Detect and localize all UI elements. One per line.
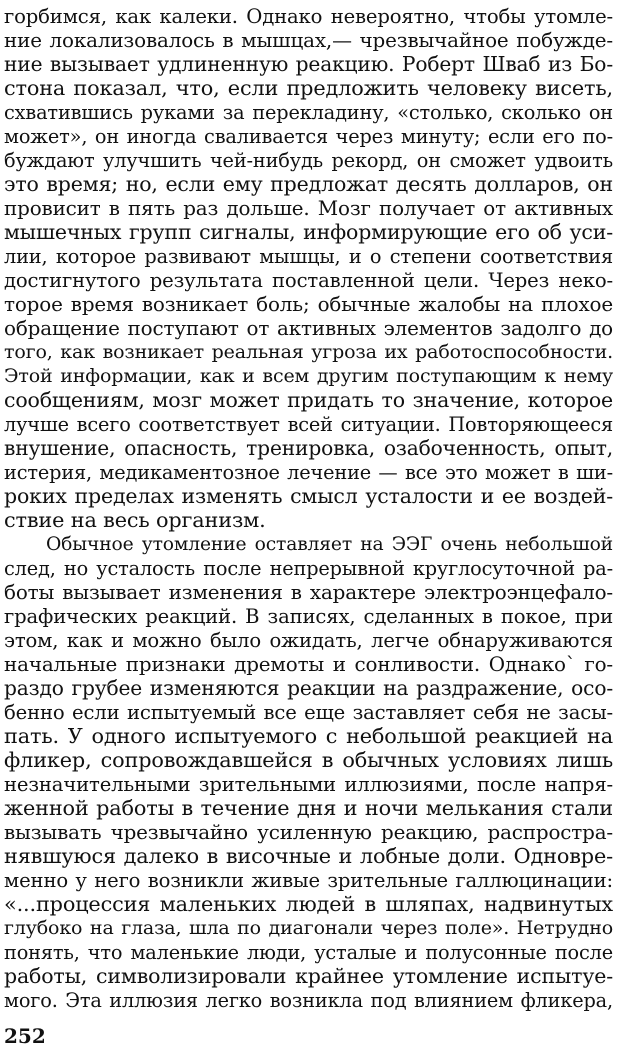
- text-line: буждают улучшить чей-нибудь рекорд, он сможет удвоить: [4, 149, 613, 172]
- paragraph-first-line: Обычное утомление оставляет на ЭЭГ очень небольшой: [46, 534, 613, 555]
- text-line: графических реакций. В записях, сделанных в покое, при: [4, 605, 613, 628]
- text-line: работы, символизировали крайнее утомление испытуе-: [4, 964, 613, 988]
- text-line: нявшуюся далеко в височные и лобные доли. Одновре-: [4, 844, 613, 868]
- text-line: ние локализовалось в мышцах,— чрезвычайное побужде-: [4, 29, 613, 52]
- text-line: обращение поступают от активных элементов задолго до: [4, 317, 613, 340]
- text-line: этом, как и можно было ожидать, легче обнаруживаются: [4, 629, 613, 652]
- paragraph-end-line: ствие на весь организм.: [4, 508, 266, 532]
- text-line: мого. Эта иллюзия легко возникла под влиянием фликера,: [4, 989, 613, 1012]
- text-line: понять, что маленькие люди, усталые и полусонные после: [4, 941, 613, 964]
- text-line: женной работы в течение дня и ночи мелькания стали: [4, 796, 613, 820]
- text-line: схватившись руками за перекладину, «столько, сколько он: [4, 101, 613, 124]
- text-line: «...процессия маленьких людей в шляпах, надвинутых: [4, 892, 613, 916]
- text-line: вызывать чрезвычайно усиленную реакцию, распростра-: [4, 821, 613, 844]
- text-line: истерия, медикаментозное лечение — все это может в ши-: [4, 461, 613, 484]
- text-line: боты вызывает изменения в характере электроэнцефало-: [4, 581, 613, 604]
- text-line: роких пределах изменять смысл усталости и ее воздей-: [4, 484, 613, 508]
- text-line: торое время возникает боль; обычные жалобы на плохое: [4, 293, 613, 316]
- text-line: стона показал, что, если предложить человеку висеть,: [4, 76, 613, 100]
- text-line: глубоко на глаза, шла по диагонали через поле». Нетрудно: [4, 917, 613, 939]
- text-line: это время; но, если ему предложат десять долларов, он: [4, 172, 613, 196]
- text-line: сообщениям, мозг может придать то значение, которое: [4, 388, 613, 412]
- text-line: бенно если испытуемый все еще заставляет себя не засы-: [4, 701, 613, 724]
- text-line: начальные признаки дремоты и сонливости. Однако` го-: [4, 653, 613, 676]
- text-line: ние вызывает удлиненную реакцию. Роберт Шваб из Бо-: [4, 52, 613, 76]
- text-line: того, как возникает реальная угроза их работоспособности.: [4, 341, 613, 363]
- text-line: незначительными зрительными иллюзиями, после напря-: [4, 773, 613, 796]
- text-line: достигнутого результата поставленной цели. Через неко-: [4, 269, 613, 292]
- text-line: может», он иногда сваливается через минуту; если его по-: [4, 125, 613, 148]
- text-line: пать. У одного испытуемого с небольшой реакцией на: [4, 724, 613, 748]
- text-line: провисит в пять раз дольше. Мозг получает от активных: [4, 197, 613, 220]
- text-line: горбимся, как калеки. Однако невероятно, чтобы утомле-: [4, 5, 613, 28]
- text-line: раздо грубее изменяются реакции на раздражение, осо-: [4, 676, 613, 700]
- text-line: менно у него возникли живые зрительные галлюцинации:: [4, 869, 613, 892]
- page-number: 252: [4, 1024, 46, 1048]
- text-line: Этой информации, как и всем другим поступающим к нему: [4, 365, 613, 387]
- text-line: лучше всего соответствует всей ситуации. Повторяющееся: [4, 413, 613, 436]
- text-line: мышечных групп сигналы, информирующие его об уси-: [4, 220, 613, 244]
- text-line: внушение, опасность, тренировка, озабоченность, опыт,: [4, 436, 613, 460]
- text-line: след, но усталость после непрерывной круглосуточной ра-: [4, 557, 613, 580]
- text-line: лии, которое развивают мышцы, и о степени соответствия: [4, 245, 613, 268]
- text-line: фликер, сопровождавшейся в обычных условиях лишь: [4, 748, 613, 772]
